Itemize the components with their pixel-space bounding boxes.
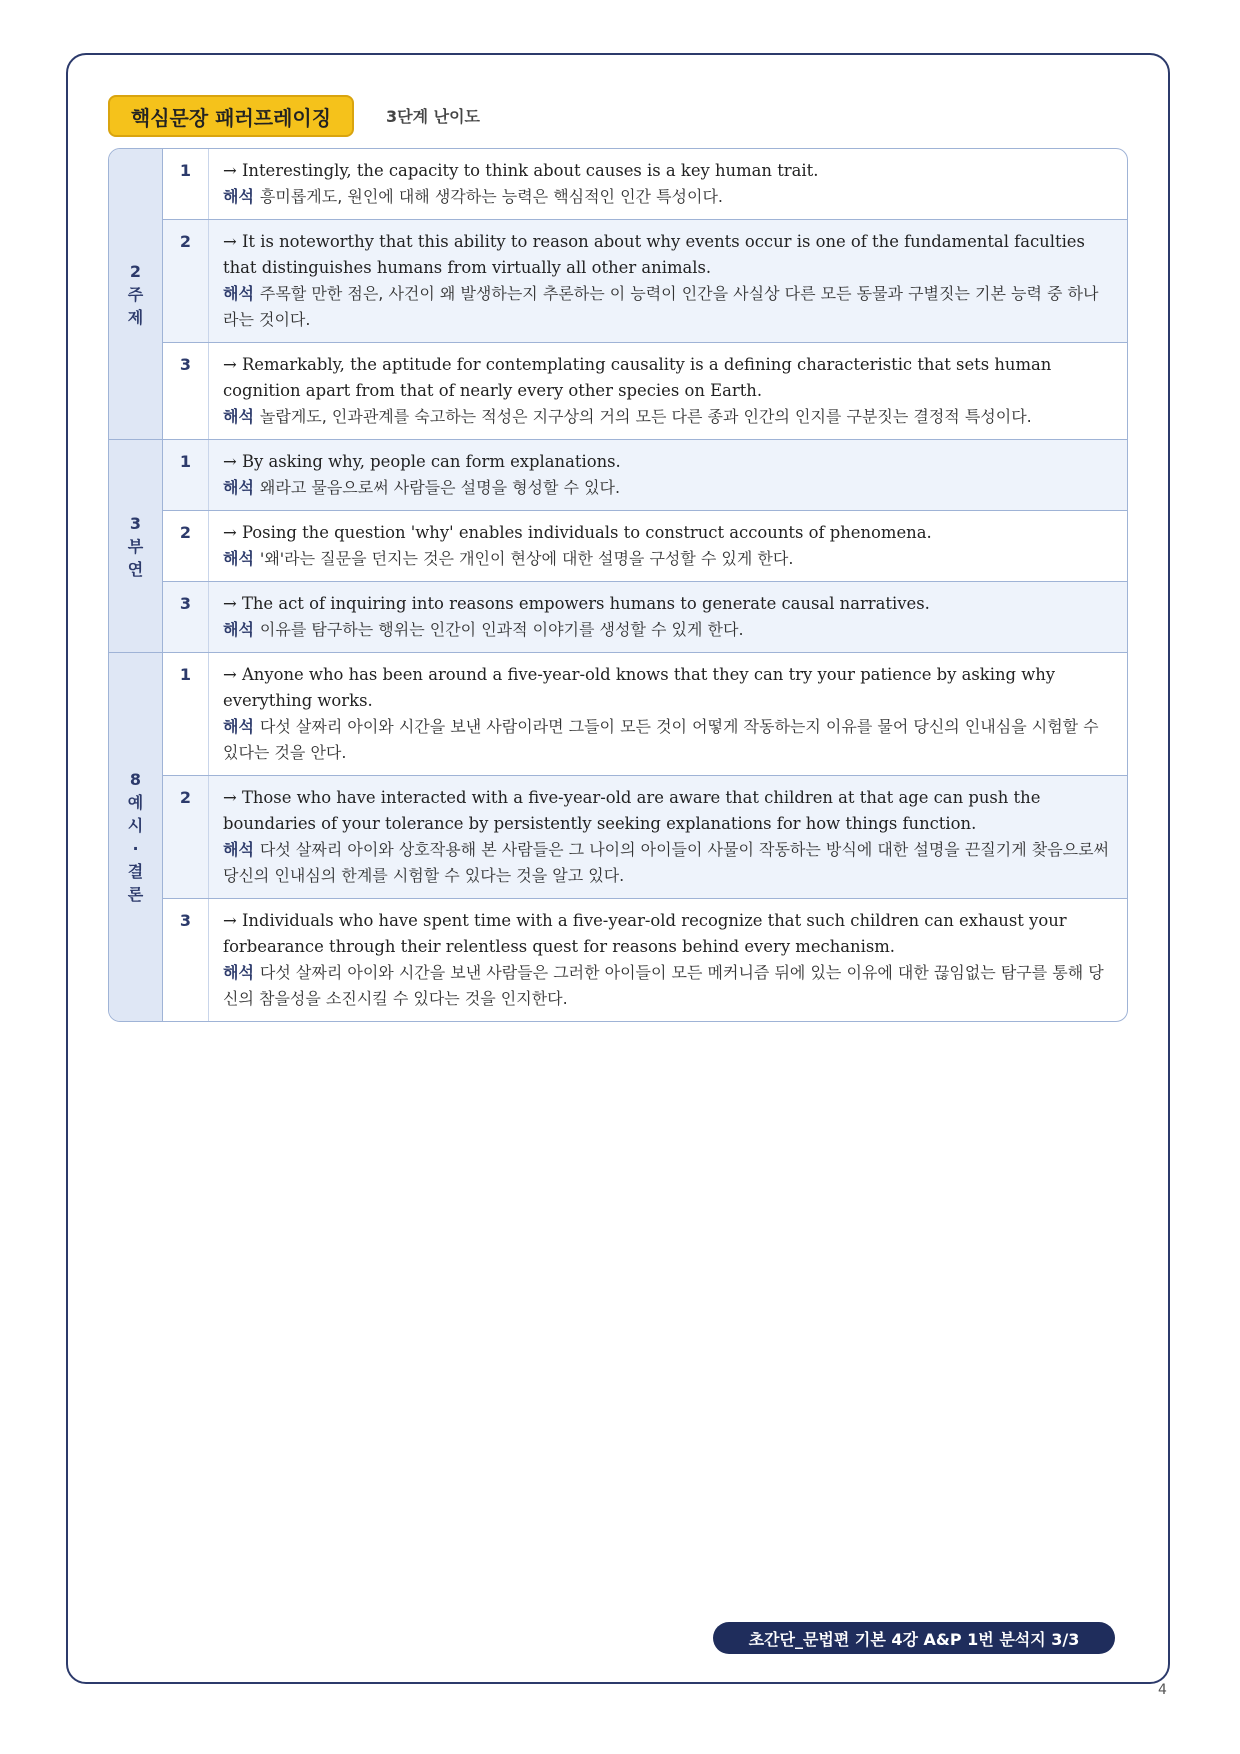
- translation-label: 해석: [223, 620, 254, 639]
- section-title: 핵심문장 패러프레이징: [108, 95, 354, 137]
- group-topic: [109, 149, 1127, 439]
- row-number: 2: [163, 511, 209, 581]
- group-label: 2 주 제: [109, 149, 163, 439]
- korean-translation: 해석 주목할 만한 점은, 사건이 왜 발생하는지 추론하는 이 능력이 인간을 사실상 다른 모든 동물과 구별짓는 기본 능력 중 하나라는 것이다.: [223, 284, 1099, 329]
- row-number: 3: [163, 343, 209, 439]
- translation-label: 해석: [223, 187, 254, 206]
- english-sentence: → Those who have interacted with a five-year-old are aware that children at that age can push the boundaries of your tolerance by persistently seeking explanations for how things function.: [223, 788, 1041, 833]
- group-elaboration: [109, 439, 1127, 652]
- korean-translation: 해석 다섯 살짜리 아이와 시간을 보낸 사람들은 그러한 아이들이 모든 메커니즘 뒤에 있는 이유에 대한 끊임없는 탐구를 통해 당신의 참을성을 소진시킬 수 있다는 것을 인지한다.: [223, 963, 1104, 1008]
- row-number: 3: [163, 582, 209, 652]
- english-sentence: → The act of inquiring into reasons empowers humans to generate causal narratives.: [223, 594, 930, 613]
- translation-label: 해석: [223, 840, 254, 859]
- translation-label: 해석: [223, 963, 254, 982]
- english-sentence: → Remarkably, the aptitude for contemplating causality is a defining characteristic that sets human cognition apart from that of nearly every other species on Earth.: [223, 355, 1052, 400]
- translation-label: 해석: [223, 284, 254, 303]
- row-number: 1: [163, 653, 209, 775]
- table-row: [163, 581, 1127, 652]
- row-number: 2: [163, 220, 209, 342]
- table-row: [163, 440, 1127, 510]
- korean-translation: 해석 흥미롭게도, 원인에 대해 생각하는 능력은 핵심적인 인간 특성이다.: [223, 187, 724, 206]
- korean-translation: 해석 다섯 살짜리 아이와 상호작용해 본 사람들은 그 나이의 아이들이 사물이 작동하는 방식에 대한 설명을 끈질기게 찾음으로써 당신의 인내심의 한계를 시험할 수 있다는 것을 알고 있다.: [223, 840, 1110, 885]
- english-sentence: → Anyone who has been around a five-year-old knows that they can try your patience by asking why everything works.: [223, 665, 1056, 710]
- korean-translation: 해석 이유를 탐구하는 행위는 인간이 인과적 이야기를 생성할 수 있게 한다.: [223, 620, 744, 639]
- row-number: 3: [163, 899, 209, 1021]
- row-number: 2: [163, 776, 209, 898]
- english-sentence: → Interestingly, the capacity to think about causes is a key human trait.: [223, 161, 819, 180]
- table-row: [163, 898, 1127, 1021]
- translation-label: 해석: [223, 717, 254, 736]
- paraphrase-table: [108, 148, 1128, 1022]
- korean-translation: 해석 다섯 살짜리 아이와 시간을 보낸 사람이라면 그들이 모든 것이 어떻게 작동하는지 이유를 물어 당신의 인내심을 시험할 수 있다는 것을 안다.: [223, 717, 1099, 762]
- difficulty-label: 3단계 난이도: [386, 107, 480, 126]
- korean-translation: 해석 놀랍게도, 인과관계를 숙고하는 적성은 지구상의 거의 모든 다른 종과 인간의 인지를 구분짓는 결정적 특성이다.: [223, 407, 1032, 426]
- table-row: [163, 149, 1127, 219]
- table-row: [163, 510, 1127, 581]
- row-number: 1: [163, 149, 209, 219]
- group-label: 3 부 연: [109, 440, 163, 652]
- english-sentence: → Posing the question 'why' enables individuals to construct accounts of phenomena.: [223, 523, 932, 542]
- english-sentence: → By asking why, people can form explanations.: [223, 452, 621, 471]
- page-number: 4: [1158, 1682, 1167, 1698]
- translation-label: 해석: [223, 407, 254, 426]
- table-row: [163, 775, 1127, 898]
- translation-label: 해석: [223, 549, 254, 568]
- table-row: [163, 219, 1127, 342]
- table-row: [163, 342, 1127, 439]
- english-sentence: → It is noteworthy that this ability to reason about why events occur is one of the fundamental faculties that distinguishes humans from virtually all other animals.: [223, 232, 1085, 277]
- english-sentence: → Individuals who have spent time with a five-year-old recognize that such children can exhaust your forbearance through their relentless quest for reasons behind every mechanism.: [223, 911, 1067, 956]
- korean-translation: 해석 '왜'라는 질문을 던지는 것은 개인이 현상에 대한 설명을 구성할 수 있게 한다.: [223, 549, 794, 568]
- group-example-conclusion: [109, 652, 1127, 1021]
- row-number: 1: [163, 440, 209, 510]
- korean-translation: 해석 왜라고 물음으로써 사람들은 설명을 형성할 수 있다.: [223, 478, 621, 497]
- translation-label: 해석: [223, 478, 254, 497]
- group-label: 8 예 시· 결 론: [109, 653, 163, 1021]
- footer-label: 초간단_문법편 기본 4강 A&P 1번 분석지 3/3: [713, 1622, 1115, 1654]
- table-row: [163, 653, 1127, 775]
